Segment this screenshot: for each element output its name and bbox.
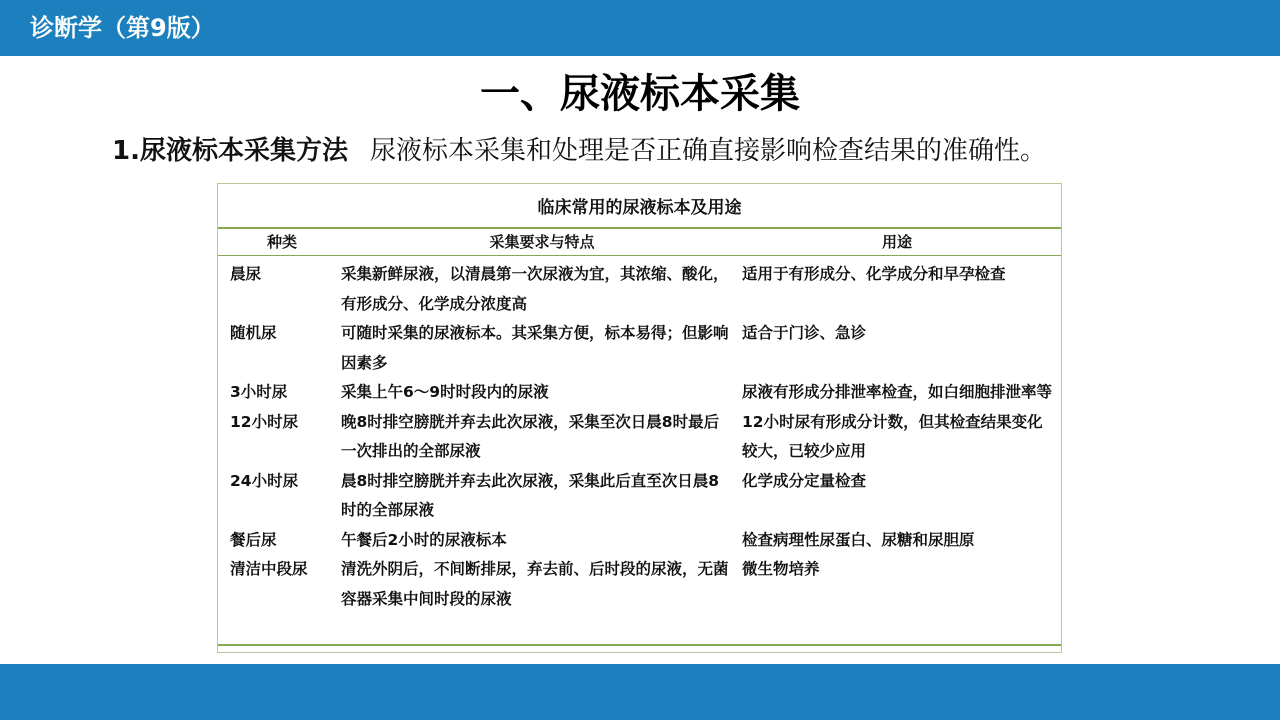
cell-use: 尿液有形成分排泄率检查，如白细胞排泄率等 — [742, 383, 1053, 401]
header-kind: 种类 — [266, 233, 297, 251]
top-header-bar — [0, 0, 1280, 56]
cell-kind: 餐后尿 — [230, 530, 277, 549]
cell-requirement: 采集上午6～9时时段内的尿液 — [341, 383, 549, 401]
cell-kind: 24小时尿 — [230, 471, 299, 490]
cell-requirement: 晚8时排空膀胱并弃去此次尿液，采集至次日晨8时最后一次排出的全部尿液 — [341, 412, 720, 460]
specimen-table — [217, 183, 1062, 653]
cell-kind: 12小时尿 — [230, 412, 299, 431]
book-title: 诊断学（第9版） — [30, 14, 215, 42]
cell-requirement: 午餐后2小时的尿液标本 — [341, 530, 507, 549]
header-use: 用途 — [881, 233, 912, 251]
cell-requirement: 可随时采集的尿液标本。其采集方便，标本易得；但影响因素多 — [341, 324, 729, 372]
intro-text: 尿液标本采集和处理是否正确直接影响检查结果的准确性。 — [369, 136, 1046, 166]
cell-use: 适用于有形成分、化学成分和早孕检查 — [742, 265, 1006, 283]
intro-line — [112, 132, 1212, 170]
cell-use: 12小时尿有形成分计数，但其检查结果变化较大，已较少应用 — [742, 412, 1043, 460]
cell-requirement: 清洗外阴后，不间断排尿，弃去前、后时段的尿液，无菌容器采集中间时段的尿液 — [341, 560, 729, 608]
cell-use: 适合于门诊、急诊 — [742, 324, 867, 342]
slide-title: 一、尿液标本采集 — [480, 71, 800, 117]
intro-heading: 1.尿液标本采集方法 — [112, 136, 348, 166]
cell-requirement: 晨8时排空膀胱并弃去此次尿液，采集此后直至次日晨8时的全部尿液 — [341, 471, 720, 519]
cell-use: 化学成分定量检查 — [742, 471, 867, 490]
table-row — [218, 408, 1061, 467]
cell-kind: 晨尿 — [230, 265, 262, 283]
cell-use: 检查病理性尿蛋白、尿糖和尿胆原 — [742, 530, 975, 549]
table-row — [218, 319, 1061, 378]
table-caption: 临床常用的尿液标本及用途 — [537, 198, 742, 218]
table-row — [218, 467, 1061, 526]
cell-kind: 3小时尿 — [230, 383, 288, 401]
table-row — [218, 378, 1061, 408]
cell-kind: 随机尿 — [230, 324, 277, 342]
table-row — [218, 555, 1061, 614]
cell-kind: 清洁中段尿 — [230, 560, 308, 578]
cell-use: 微生物培养 — [742, 560, 820, 578]
table-row — [218, 526, 1061, 556]
table-header-rule — [218, 255, 1061, 256]
bottom-footer-bar — [0, 664, 1280, 720]
table-bottom-rule — [218, 644, 1061, 646]
cell-requirement: 采集新鲜尿液，以清晨第一次尿液为宜，其浓缩、酸化，有形成分、化学成分浓度高 — [341, 265, 729, 313]
table-body — [218, 260, 1061, 614]
table-row — [218, 260, 1061, 319]
table-header-row — [218, 229, 1061, 255]
header-requirement: 采集要求与特点 — [489, 233, 595, 251]
